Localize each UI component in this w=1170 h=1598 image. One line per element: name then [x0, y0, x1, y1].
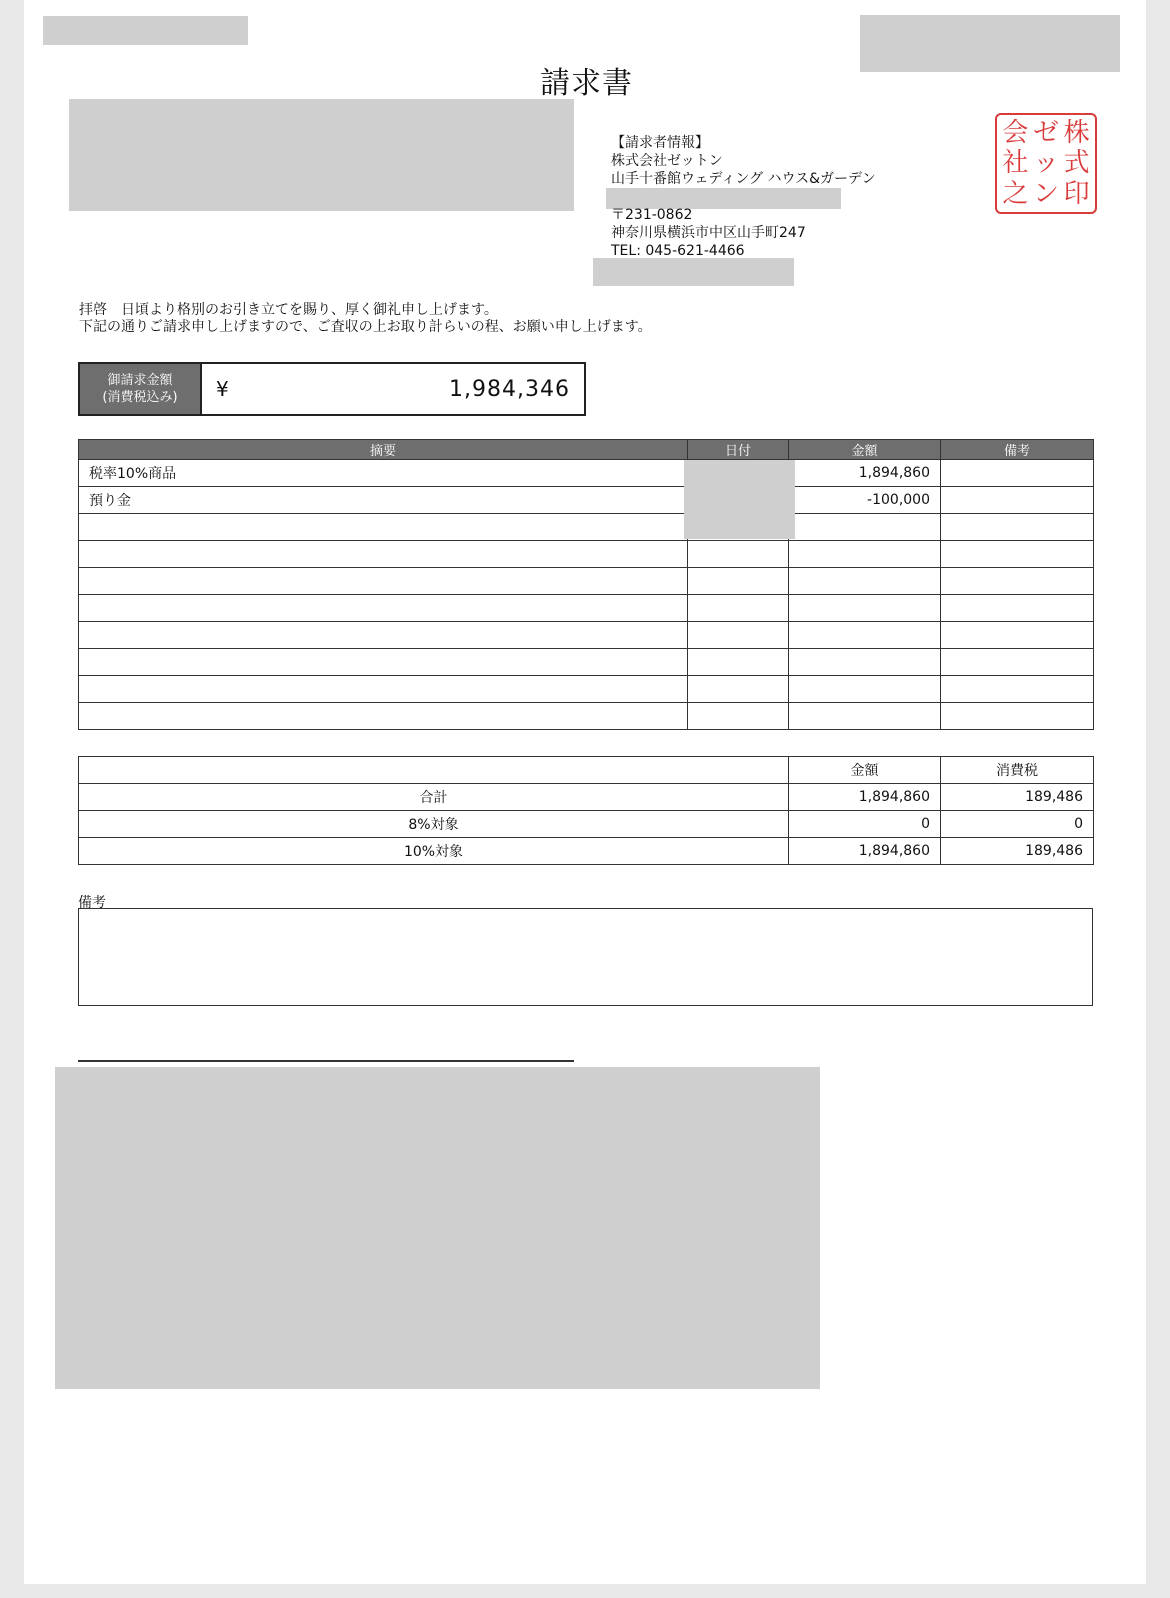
table-row-empty — [79, 622, 1094, 649]
summary-label: 8%対象 — [79, 811, 789, 838]
summary-header-tax: 消費税 — [941, 757, 1094, 784]
currency-symbol: ¥ — [216, 377, 230, 401]
seal-char: 之 — [1002, 178, 1029, 209]
greeting-text — [79, 302, 652, 336]
issuer-heading: 【請求者情報】 — [611, 135, 709, 151]
issuer-venue: 山手十番館ウェディング ハウス&ガーデン — [611, 171, 876, 187]
redacted-block-top-right — [860, 15, 1120, 72]
table-row-empty — [79, 676, 1094, 703]
summary-label: 合計 — [79, 784, 789, 811]
document-title: 請求書 — [540, 66, 633, 101]
seal-char: ゼ — [1032, 118, 1059, 149]
summary-amount: 1,894,860 — [789, 838, 941, 865]
table-row-empty — [79, 568, 1094, 595]
line-items-table — [78, 439, 1094, 730]
redacted-block-footer — [55, 1067, 820, 1389]
greeting-line-1: 拝啓 日頃より格別のお引き立てを賜り、厚く御礼申し上げます。 — [79, 302, 498, 318]
table-row — [79, 811, 1094, 838]
header-amount: 金額 — [789, 440, 941, 460]
table-row-empty — [79, 541, 1094, 568]
issuer-blank-line — [611, 188, 876, 206]
item-amount: -100,000 — [789, 487, 941, 514]
total-amount-value: 1,984,346 — [449, 376, 570, 402]
summary-header-label — [79, 757, 789, 784]
summary-header-amount: 金額 — [789, 757, 941, 784]
item-description: 預り金 — [79, 487, 688, 514]
redacted-block-top-left — [43, 16, 248, 45]
summary-tax: 189,486 — [941, 838, 1094, 865]
summary-tax: 0 — [941, 811, 1094, 838]
redacted-block-recipient — [69, 99, 574, 211]
item-description: 税率10%商品 — [79, 460, 688, 487]
table-row — [79, 487, 1094, 514]
header-date: 日付 — [688, 440, 789, 460]
total-amount-box — [78, 362, 586, 416]
item-amount: 1,894,860 — [789, 460, 941, 487]
summary-amount: 0 — [789, 811, 941, 838]
seal-char: 株 — [1063, 118, 1090, 149]
header-description: 摘要 — [79, 440, 688, 460]
summary-tax: 189,486 — [941, 784, 1094, 811]
seal-char: ッ — [1032, 148, 1059, 179]
seal-char: 社 — [1002, 148, 1029, 179]
issuer-info — [611, 134, 876, 260]
issuer-company: 株式会社ゼットン — [611, 153, 723, 169]
header-note: 備考 — [941, 440, 1094, 460]
seal-char: ン — [1032, 178, 1059, 209]
table-row-empty — [79, 595, 1094, 622]
tax-summary-table — [78, 756, 1094, 865]
redacted-block-dates — [684, 460, 795, 539]
total-amount-label — [80, 364, 202, 414]
tax-summary-header-row — [79, 757, 1094, 784]
remarks-label: 備考 — [78, 895, 106, 911]
line-items-header-row — [79, 440, 1094, 460]
table-row-empty — [79, 649, 1094, 676]
remarks-box — [78, 908, 1093, 1006]
table-row — [79, 784, 1094, 811]
seal-char: 式 — [1063, 148, 1090, 179]
total-amount-label-line-2: (消費税込み) — [102, 390, 178, 405]
table-row — [79, 460, 1094, 487]
seal-char: 会 — [1002, 118, 1029, 149]
issuer-postal: 〒231-0862 — [611, 207, 693, 223]
total-amount-value-cell — [202, 364, 584, 414]
issuer-address: 神奈川県横浜市中区山手町247 — [611, 225, 806, 241]
greeting-line-2: 下記の通りご請求申し上げますので、ご査収の上お取り計らいの程、お願い申し上げます。 — [79, 319, 652, 335]
issuer-tel: TEL: 045-621-4466 — [611, 243, 745, 259]
seal-char: 印 — [1063, 178, 1090, 209]
total-amount-label-line-1: 御請求金額 — [107, 373, 173, 388]
table-row-empty — [79, 514, 1094, 541]
item-note — [941, 487, 1094, 514]
redacted-block-issuer-bottom — [593, 258, 794, 286]
item-note — [941, 460, 1094, 487]
table-row — [79, 838, 1094, 865]
summary-amount: 1,894,860 — [789, 784, 941, 811]
table-row-empty — [79, 703, 1094, 730]
company-seal-stamp — [995, 113, 1097, 214]
summary-label: 10%対象 — [79, 838, 789, 865]
signature-line — [78, 1060, 574, 1062]
